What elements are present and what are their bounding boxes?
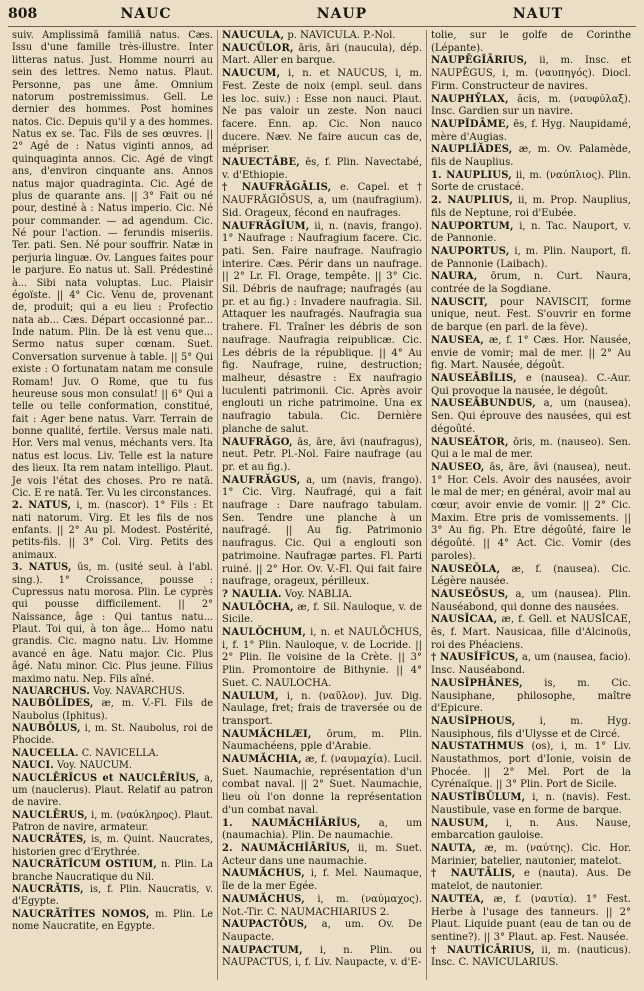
entry-headword: † NAUTĀLIS, [431, 868, 516, 880]
entry-definition: e. Capel. et † NAUFRĂGIŌSUS, a, um (naufragium). Sid. Orageux, fécond en naufrages. [222, 182, 422, 219]
entry-definition: æ, m. Ov. Palamède, fils de Nauplius. [431, 144, 631, 169]
entry-headword: † NAUFRĂGĀLIS, [222, 182, 332, 194]
entry-headword: NAUCI. [12, 760, 54, 772]
entry-definition: æ, m. (ναύτης). Cic. Hor. Marinier, batelier, nautonier, matelot. [431, 843, 631, 867]
entry-headword: NAUSCIT, [431, 296, 488, 308]
entry-headword: NAUPHȲLAX, [431, 93, 509, 105]
entry-definition: āris, āri (naucula), dép. Mart. Aller en barque. [222, 42, 422, 67]
dictionary-entry [12, 773, 213, 810]
dictionary-entry [222, 30, 422, 43]
entry-definition: i, m. (ναύμαχος). Not.-Tir. C. NAUMACHIARIUS 2. [222, 893, 422, 918]
dictionary-entry [222, 437, 422, 475]
entry-definition: ōrum, m. Plin. Naumachéens, pple d'Arabie. [222, 728, 422, 753]
entry-definition: Voy. NAUCUM. [57, 760, 132, 772]
dictionary-entry [431, 678, 631, 716]
entry-definition: æ, f. Sil. Nauloque, v. de Sicile. [222, 601, 422, 626]
entry-headword: 2. NATUS, [12, 500, 72, 512]
dictionary-entry [12, 859, 213, 884]
entry-definition: ūs, m. (usité seul. à l'abl. sing.). 1° Croissance, pousse : Cupressus natu morosa. Plin. Le cyprès qui pousse difficilement. || 2° Naissance, âge : Qui tantus natu... Plaut. Toi qui, à ton âge... Homo natu grandis. Cic. magno natu. Liv. Homme avancé en âge. Natu major. Cic. Plus âgé. Natu minor. Cic. Plus jeune. Filius maximo natu. Nep. Fils aîné. [12, 562, 213, 685]
entry-headword: NAUPLĬĂDES, [431, 144, 513, 156]
column-right [426, 30, 635, 980]
entry-definition: is, f. Plin. Naucratis, v. d'Egypte. [12, 883, 213, 908]
entry-definition: i, n. (navis). Fest. Naustibule, vase en forme de barque. [431, 792, 631, 816]
entry-headword: NAUCUM, [222, 68, 281, 80]
dictionary-entry [431, 741, 631, 792]
page-number: 808 [8, 6, 38, 22]
dictionary-entry [431, 894, 631, 945]
dictionary-entry [222, 691, 422, 729]
dictionary-entry [222, 221, 422, 437]
entry-definition: i, f. Mel. Naumaque, île de la mer Egée. [222, 868, 422, 893]
entry-definition: ās, āre, āvi (nausea), neut. 1° Hor. Cels. Avoir des nausées, avoir le mal de mer; en général, avoir mal au cœur, avoir envie de vomir. || 2° Cic. Maxim. Etre pris de vomissements. || 3° Au fig. Ph. Etre dégoûté, faire le dégoûté. || 4° Act. Cic. Vomir (des paroles). [431, 461, 631, 562]
entry-headword: NAUBŎLĬDES, [12, 698, 94, 710]
entry-headword: 1. NAUPLIUS, [431, 169, 512, 181]
entry-definition: æ, f. 1° Cæs. Hor. Nausée, envie de vomir; mal de mer. || 2° Au fig. Mart. Nausée, dégoût. [431, 334, 631, 372]
entry-definition: n. Plin. La branche Naucratique du Nil. [12, 859, 214, 883]
entry-headword: 2. NAUMĂCHĬĀRĬUS, [222, 843, 351, 854]
dictionary-entry [12, 834, 213, 859]
dictionary-entry [12, 698, 213, 723]
entry-headword: NAUPĬDĀME, [431, 118, 510, 130]
entry-headword: NAUSTĬBŬLUM, [431, 792, 526, 804]
entry-headword: NAUSEĀBĬLIS, [431, 372, 517, 384]
entry-definition: C. NAVICELLA. [81, 747, 159, 759]
dictionary-entry [431, 271, 631, 296]
dictionary-entry [431, 170, 631, 195]
entry-definition: is, m. Cic. Nausiphane, philosophe, maître d'Epicure. [431, 677, 631, 715]
entry-definition: a, um (naumachia). Plin. De naumachie. [222, 817, 423, 842]
entry-definition: i, n. et NAUCUS, i, m. Fest. Zeste de noix (empl. seul. dans les loc. suiv.) : Esse non nauci. Plaut. Ne pas valoir un zeste. Non nauci facere. Enn. ap. Cic. Non nauco ducere. Næv. Ne faire aucun cas de, mépriser. [222, 68, 423, 156]
dictionary-entry [431, 195, 631, 220]
entry-headword: NAUMĂCHUS, [222, 868, 305, 880]
dictionary-entry [431, 297, 631, 335]
dictionary-entry [431, 564, 631, 589]
entry-headword: NAUSEĀTOR, [431, 436, 509, 448]
dictionary-entry [222, 589, 422, 602]
entry-definition: m. Plin. Le nome Naucratite, en Egypte. [12, 908, 213, 932]
entry-definition: i, m. St. Naubolus, roi de Phocide. [12, 723, 213, 747]
entry-definition: e (nauta). Aus. De matelot, de nautonier. [431, 868, 631, 893]
dictionary-entry [431, 373, 631, 398]
entry-definition: æ, f. (ναυμαχία). Lucil. Suet. Naumachie, représentation d'un combat naval. || 2° Suet. Naumachie, lieu où l'on donne la représentation d'un combat naval. [222, 754, 422, 816]
dictionary-entry [431, 652, 631, 677]
dictionary-entry [431, 55, 631, 93]
dictionary-entry [222, 919, 422, 944]
entry-headword: NAUCRĂTĬCUM OSTIUM, [12, 859, 157, 871]
dictionary-entry [12, 748, 213, 760]
entry-headword: NAULUM, [222, 690, 279, 702]
entry-definition: ii, m. Insc. et NAUPĒGUS, i, m. (ναυπηγός). Diocl. Firm. Constructeur de navires. [431, 55, 631, 92]
dictionary-entry [431, 437, 631, 462]
entry-definition: i, n. et NAULŎCHUS, i, f. 1° Plin. Nauloque, v. de Locride. || 2° Plin. Ile voisine de la Crète. || 3° Plin. Promontoire de Bithynie. || 4° Suet. C. NAULOCHA. [222, 627, 422, 689]
entry-definition: a, um (nausea). Sen. Qui éprouve des nausées, qui est dégoûté. [431, 398, 631, 435]
entry-headword: NAUSĬPHOUS, [431, 715, 516, 727]
dictionary-entry [431, 818, 631, 843]
entry-definition: suiv. Amplissimā familiā natus. Cæs. Issu d'une famille très-illustre. Inter litteras natus. Just. Homme nourri au sein des lettres. Nemo natus. Plaut. Personne, pas une âme. Omnium natorum postremissimus. Gell. Le dernier des hommes. Post homines natos. Cic. Depuis qu'il y a des hommes. Natus ex se. Tac. Fils de ses œuvres. || 2° Agé de : Natus viginti annos, ad quinquaginta annos. Cic. Agé de vingt ans, d'environ cinquante ans. Annos natus major quadraginta. Cic. Agé de plus de quarante ans. || 3° Fait ou né pour, destiné à : Natus imperio. Cic. Né pour commander. — ad agendum. Cic. Né pour l'action. — ferundis miseriis. Ter. pati. Sen. Né pour souffrir. Natæ in perjuria linguæ. Ov. Langues faites pour le parjure. Eo natus ut. Sall. Prédestiné à... Sibi nata voluptas. Luc. Plaisir égoïste. || 4° Cic. Venu de, provenant de, produit; qui a eu lieu : Profectio nata ab... Cæs. Départ occasionné par... Inde natum. Plin. De là est venu que... Sermo natus super cœnam. Suet. Conversation survenue à table. || 5° Qui existe : O fortunatam natam me consule Romam! Juv. O Rome, que tu fus heureuse sous mon consulat! || 6° Qui a telle ou telle conformation, constitué, fait : Ager bene natus. Varr. Terrain de bonne qualité, fertile. Versus male nati. Hor. Vers mal venus, méchants vers. Ita natus est locus. Liv. Telle est la nature des lieux. Ita rem natam intelligo. Plaut. Je vois l'état des choses. Pro re natā. Cic. E re natā. Ter. Vu les circonstances. [12, 30, 213, 499]
column-center [217, 30, 426, 980]
entry-headword: NAUCŬLOR, [222, 42, 294, 54]
entry-headword: NAUCLĒRUS, [12, 809, 88, 821]
entry-headword: NAUBŎLUS, [12, 723, 81, 734]
entry-headword: NAUARCHUS. [12, 685, 90, 697]
guide-word-right: NAUT [512, 6, 564, 22]
dictionary-entry [431, 792, 631, 817]
entry-definition: a, um. Ov. De Naupacte. [222, 919, 422, 943]
dictionary-entry [12, 810, 213, 835]
entry-definition: ăcis, m. (ναυφύλαξ). Insc. Gardien sur un navire. [431, 93, 631, 118]
entry-definition: i, n. Tac. Nauport, v. de Pannonie. [431, 220, 631, 245]
entry-headword: † NAUTĬCĀRIUS, [431, 944, 535, 956]
entry-definition: a, um (nausea). Plin. Nauséabond, qui donne des nausées. [431, 588, 631, 613]
entry-definition: ōrum, n. Curt. Naura, contrée de la Sogdiane. [431, 271, 632, 296]
entry-definition: a, um (nausea, facio). Insc. Nauséabond. [431, 652, 631, 677]
dictionary-entry [222, 157, 422, 182]
entry-headword: NAUSTATHMUS [431, 741, 525, 753]
dictionary-entry [12, 909, 213, 934]
dictionary-entry [222, 868, 422, 893]
entry-headword: NAUSEA, [431, 334, 485, 346]
entry-headword: NAUFRĂGO, [222, 436, 293, 448]
entry-definition: æ, m. V.-Fl. Fils de Naubolus (Iphitus). [12, 698, 213, 722]
dictionary-entry [12, 686, 213, 698]
dictionary-entry [431, 589, 631, 614]
entry-definition: æ, f. Gell. et NAUSĬCAE, ēs, f. Mart. Nausicaa, fille d'Alcinoüs, roi des Phéaciens. [431, 614, 631, 651]
entry-definition: i, n. Plin. ou NAUPACTUS, i, f. Liv. Naupacte, v. d'E- [222, 944, 422, 969]
entry-headword: 2. NAUPLIUS, [431, 195, 514, 207]
entry-headword: ? NAULIA. [222, 588, 282, 600]
entry-definition: p. NAVICULA. P.-Nol. [287, 30, 396, 41]
dictionary-entry [431, 94, 631, 119]
entry-headword: NAULŎCHUM, [222, 627, 307, 639]
dictionary-entry [431, 144, 631, 169]
entry-headword: NAUCLĒRĬCUS et NAUCLĒRĬUS, [12, 772, 200, 784]
entry-definition: ōris, m. (nauseo). Sen. Qui a le mal de mer. [431, 436, 631, 461]
entry-headword: NAUPĒGĬĀRIUS, [431, 55, 528, 67]
dictionary-entry [431, 30, 631, 55]
entry-headword: 3. NATUS, [12, 562, 72, 574]
entry-definition: i, m. (ναύκληρος). Plaut. Patron de navire, armateur. [12, 809, 213, 833]
entry-headword: † NAUSĬFĬCUS, [431, 652, 519, 664]
dictionary-entry [222, 945, 422, 970]
entry-definition: ās, āre, āvi (naufragus), neut. Petr. Pl.-Nol. Faire naufrage (au pr. et au fig.). [222, 436, 422, 473]
page-header [8, 6, 636, 27]
dictionary-entry [431, 462, 631, 564]
entry-headword: NAUCŬLA, [222, 30, 285, 41]
dictionary-entry [222, 818, 422, 843]
entry-definition: ēs, f. Hyg. Naupidamé, mère d'Augias. [431, 118, 631, 143]
dictionary-entry [431, 335, 631, 373]
column-left [8, 30, 217, 980]
entry-headword: NAULŌCHA, [222, 601, 294, 613]
entry-definition: is, m. Quint. Naucrates, historien grec d'Erythrée. [12, 834, 213, 858]
entry-definition: Voy. NABLIA. [284, 588, 353, 600]
dictionary-entry [431, 716, 631, 741]
entry-headword: NAUPORTUS, [431, 245, 510, 257]
entry-definition: Voy. NAVARCHUS. [93, 685, 185, 697]
entry-headword: NAUTEA, [431, 893, 485, 905]
dictionary-entry [431, 843, 631, 868]
entry-headword: NAUSĬCAA, [431, 614, 498, 626]
dictionary-entry [222, 182, 422, 220]
dictionary-entry [222, 729, 422, 754]
dictionary-entry [222, 843, 422, 868]
dictionary-entry [431, 119, 631, 144]
dictionary-entry [222, 43, 422, 68]
entry-headword: NAUTA, [431, 843, 476, 854]
entry-headword: NAUSUM, [431, 817, 489, 829]
dictionary-entry [222, 754, 422, 818]
dictionary-entry [12, 500, 213, 562]
entry-headword: NAUCELLA. [12, 747, 79, 759]
entry-headword: NAUMĂCHIA, [222, 754, 302, 766]
entry-headword: NAUSEO, [431, 461, 485, 473]
dictionary-entry [222, 894, 422, 919]
dictionary-entry [222, 68, 422, 157]
entry-headword: NAUCRĂTIS, [12, 883, 84, 895]
entry-headword: NAUSĬPHĀNES, [431, 677, 523, 689]
entry-headword: NAUFRĂGĬUM, [222, 220, 310, 232]
entry-definition: pour NAVISCIT, forme unique, neut. Fest. S'ouvrir en forme de barque (en parl. de la fève). [431, 296, 631, 334]
entry-headword: NAUPACTŌUS, [222, 919, 308, 931]
entry-headword: NAUCRĂTĪTES NOMOS, [12, 908, 150, 920]
guide-word-left: NAUC [120, 6, 172, 22]
entry-definition: æ, f. (ναυτία). 1° Fest. Herbe à l'usage des tanneurs. || 2° Plaut. Liquide puant (eau de tan ou de sentine?). || 3° Plaut. ap. Fest. Nausée. [431, 893, 631, 943]
entry-definition: i, n. Aus. Nause, embarcation gauloise. [431, 817, 631, 842]
entry-headword: NAUFRĂGUS, [222, 474, 301, 486]
entry-definition: (os), i, m. 1° Liv. Naustathmos, port d'Ionie, voisin de Phocée. || 2° Mel. Port de la Cyrénaïque. || 3° Plin. Port de Sicile. [431, 741, 631, 791]
dictionary-entry [12, 884, 213, 909]
entry-definition: ii, m. (nauticus). Insc. C. NAVICULARIUS. [431, 944, 631, 969]
entry-definition: ii, m. Suet. Acteur dans une naumachie. [222, 843, 423, 867]
entry-definition: a, um (nauclerus). Plaut. Relatif au patron de navire. [12, 772, 213, 809]
entry-definition: ii, m. Prop. Nauplius, fils de Neptune, roi d'Eubée. [431, 195, 631, 219]
dictionary-entry [222, 475, 422, 589]
entry-headword: NAUSEĀBUNDUS, [431, 398, 536, 410]
entry-headword: NAURA, [431, 271, 478, 283]
entry-definition: i, m. Plin. Nauport, fl. de Pannonie (Laibach). [431, 245, 631, 270]
dictionary-entry [222, 627, 422, 691]
entry-headword: NAUCRĂTES, [12, 834, 87, 846]
entry-definition: æ, f. (nausea). Cic. Légère nausée. [431, 563, 631, 588]
entry-definition: tolie, sur le golfe de Corinthe (Lépante). [431, 30, 631, 54]
dictionary-entry [431, 614, 631, 652]
entry-headword: NAUMĂCHLÆI, [222, 728, 312, 740]
dictionary-entry [12, 723, 213, 748]
dictionary-entry [12, 562, 213, 686]
entry-headword: NAUSEŎLA, [431, 563, 501, 575]
entry-definition: i, n. (ναῦλον). Juv. Dig. Naulage, fret; frais de traversée ou de transport. [222, 690, 422, 727]
guide-word-center: NAUP [316, 6, 368, 22]
entry-definition: e (nausea). C.-Aur. Qui provoque la nausée, le dégoût. [431, 372, 631, 397]
dictionary-entry [431, 945, 631, 970]
entry-definition: i, m. Hyg. Nausiphous, fils d'Ulysse et de Circé. [431, 715, 631, 740]
dictionary-entry [431, 868, 631, 893]
entry-definition: a, um (navis, frango). 1° Cic. Virg. Naufragé, qui a fait naufrage : Dare naufrago tabulam. Sen. Tendre une planche à un naufragé. || Au fig. Patrimonio naufragus. Cic. Qui a englouti son patrimoine. Naufragæ partes. Fl. Parti ruiné. || 2° Hor. Ov. V.-Fl. Qui fait faire naufrage, orageux, périlleux. [222, 474, 422, 588]
entry-headword: NAUMĂCHUS, [222, 893, 305, 905]
dictionary-entry [431, 221, 631, 246]
entry-headword: 1. NAUMĂCHĬĀRĬUS, [222, 817, 361, 829]
entry-headword: NAUPACTUM, [222, 944, 303, 956]
entry-headword: NAUSEŌSUS, [431, 588, 509, 600]
dictionary-entry [12, 760, 213, 772]
entry-definition: ii, m. (ναύπλιος). Plin. Sorte de crustacé. [431, 169, 631, 194]
dictionary-entry [431, 246, 631, 271]
entry-definition: i, m. (nascor). 1° Fils : Et nati natorum. Virg. Et les fils de nos enfants. || 2° Au pl. Modest. Postérité, petits-fils. || 3° Col. Virg. Petits des animaux. [12, 500, 213, 561]
dictionary-entry [12, 30, 213, 500]
entry-definition: ēs, f. Plin. Navectabé, v. d'Ethiopie. [222, 157, 422, 181]
dictionary-entry [431, 398, 631, 436]
entry-headword: NAUPORTUM, [431, 220, 514, 232]
text-columns [8, 30, 636, 980]
entry-definition: ii, n. (navis, frango). 1° Naufrage : Naufragium facere. Cic. pati. Sen. Faire naufrage. Naufragio interire. Cæs. Périr dans un naufrage. || 2° Lr. Fl. Orage, tempête. || 3° Cic. Sil. Débris de naufrage; naufragés (au pr. et au fig.) : Invadere naufragia. Sil. Attaquer les naufragés. Naufragia sua trahere. Fl. Traîner les débris de son naufrage. Naufragia reipublicæ. Cic. Les débris de la république. || 4° Au fig. Naufrage, ruine, destruction; malheur, désastre : Ex naufragio luculenti patrimonii. Cic. Après avoir englouti un riche patrimoine. Una ex naufragio tabula. Cic. Dernière planche de salut. [222, 220, 422, 435]
dictionary-entry [222, 602, 422, 627]
entry-headword: NAUECTĀBE, [222, 157, 300, 169]
